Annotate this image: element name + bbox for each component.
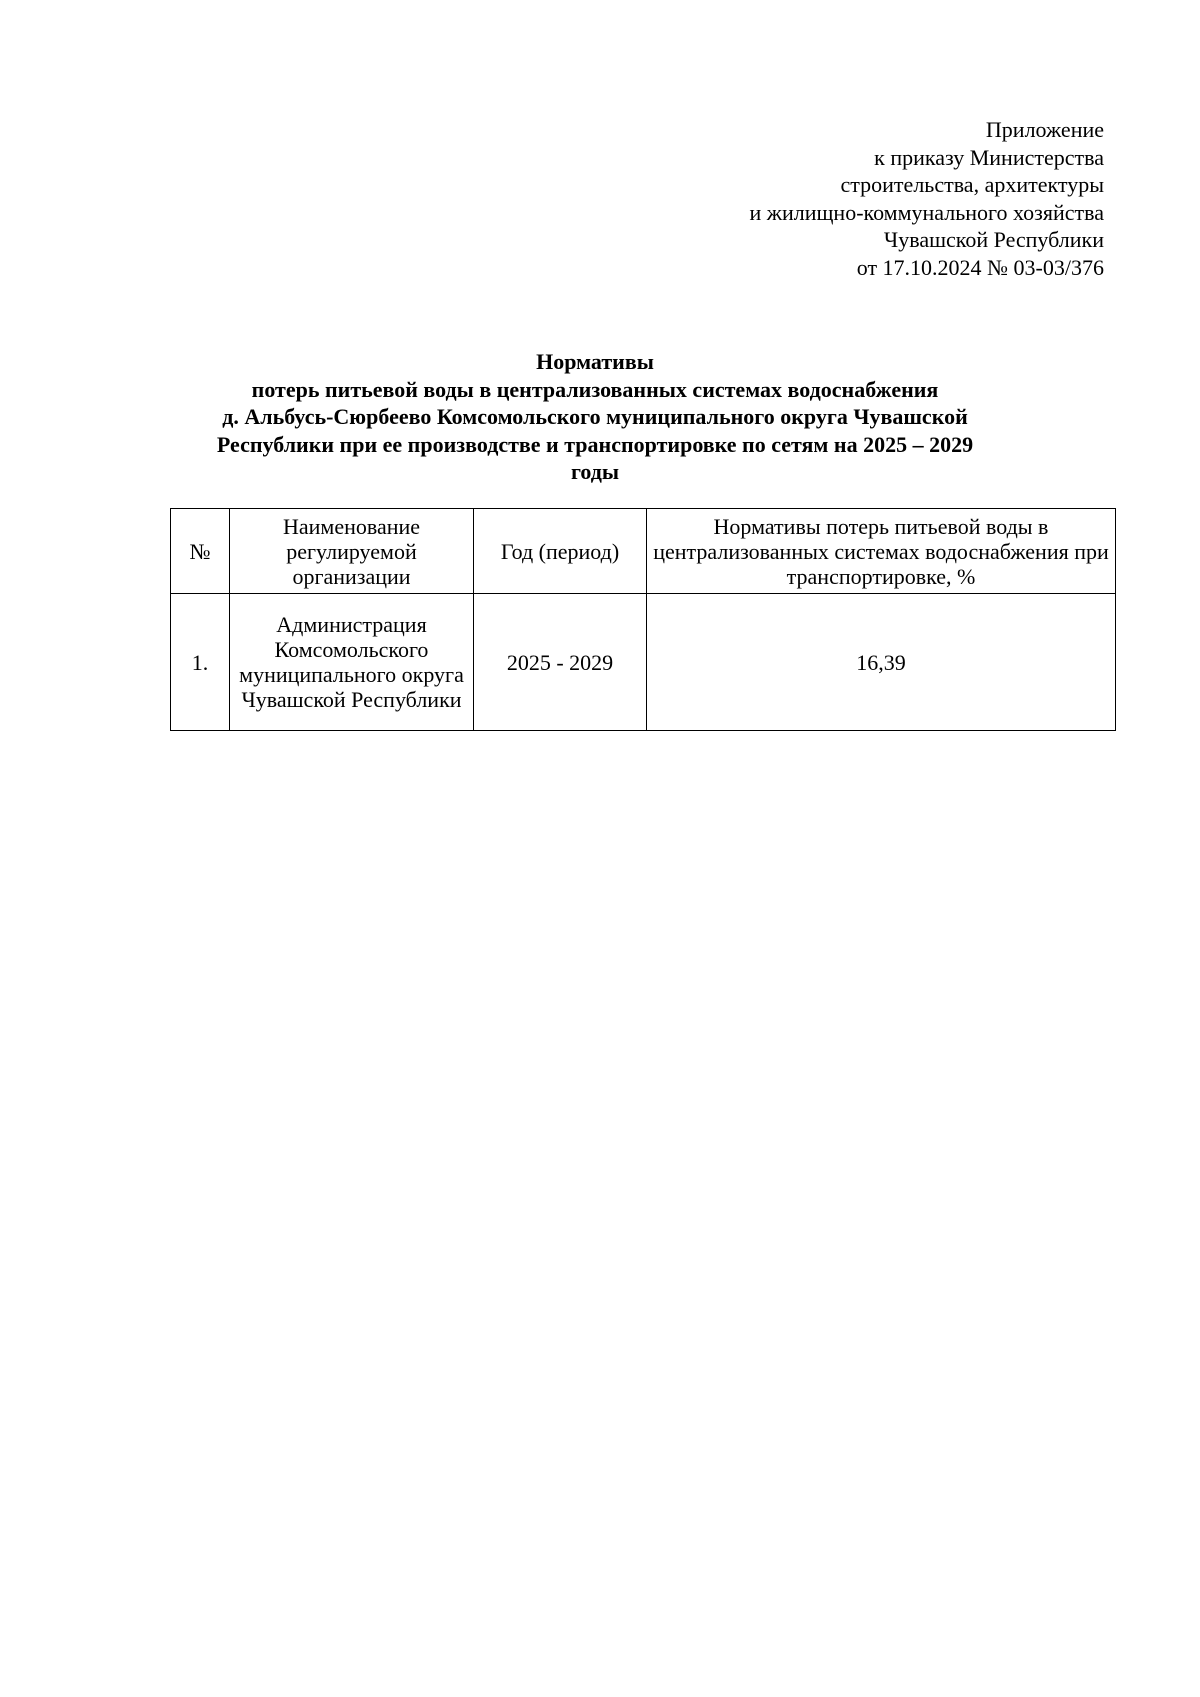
header-period: Год (период) (474, 509, 647, 594)
appendix-line: строительства, архитектуры (840, 172, 1104, 197)
title-line: Республики при ее производстве и транспортировке по сетям на 2025 – 2029 (216, 431, 974, 457)
appendix-line: и жилищно-коммунального хозяйства (749, 199, 1104, 225)
cell-period: 2025 - 2029 (474, 594, 647, 731)
title-line: годы (570, 459, 620, 484)
title-line: д. Альбусь-Сюрбеево Комсомольского муниципального округа Чувашской (222, 404, 968, 429)
header-organization: Наименование регулируемой организации (230, 509, 474, 594)
cell-organization: Администрация Комсомольского муниципального округа Чувашской Республики (230, 594, 474, 731)
appendix-line: к приказу Министерства (874, 144, 1104, 170)
title-line: Нормативы (536, 349, 654, 374)
table-row (171, 594, 1116, 731)
table-header-row (171, 509, 1116, 594)
cell-norm: 16,39 (647, 594, 1116, 731)
appendix-block (584, 116, 1104, 281)
cell-number: 1. (171, 594, 230, 731)
header-number: № (171, 509, 230, 594)
appendix-line: Чувашской Республики (883, 227, 1104, 252)
appendix-line: от 17.10.2024 № 03-03/376 (856, 254, 1104, 280)
header-norm: Нормативы потерь питьевой воды в централизованных системах водоснабжения при транспортировке, % (647, 509, 1116, 594)
norms-table (170, 508, 1116, 731)
document-title (150, 348, 1040, 486)
appendix-line: Приложение (985, 117, 1104, 142)
title-line: потерь питьевой воды в централизованных системах водоснабжения (251, 376, 939, 402)
